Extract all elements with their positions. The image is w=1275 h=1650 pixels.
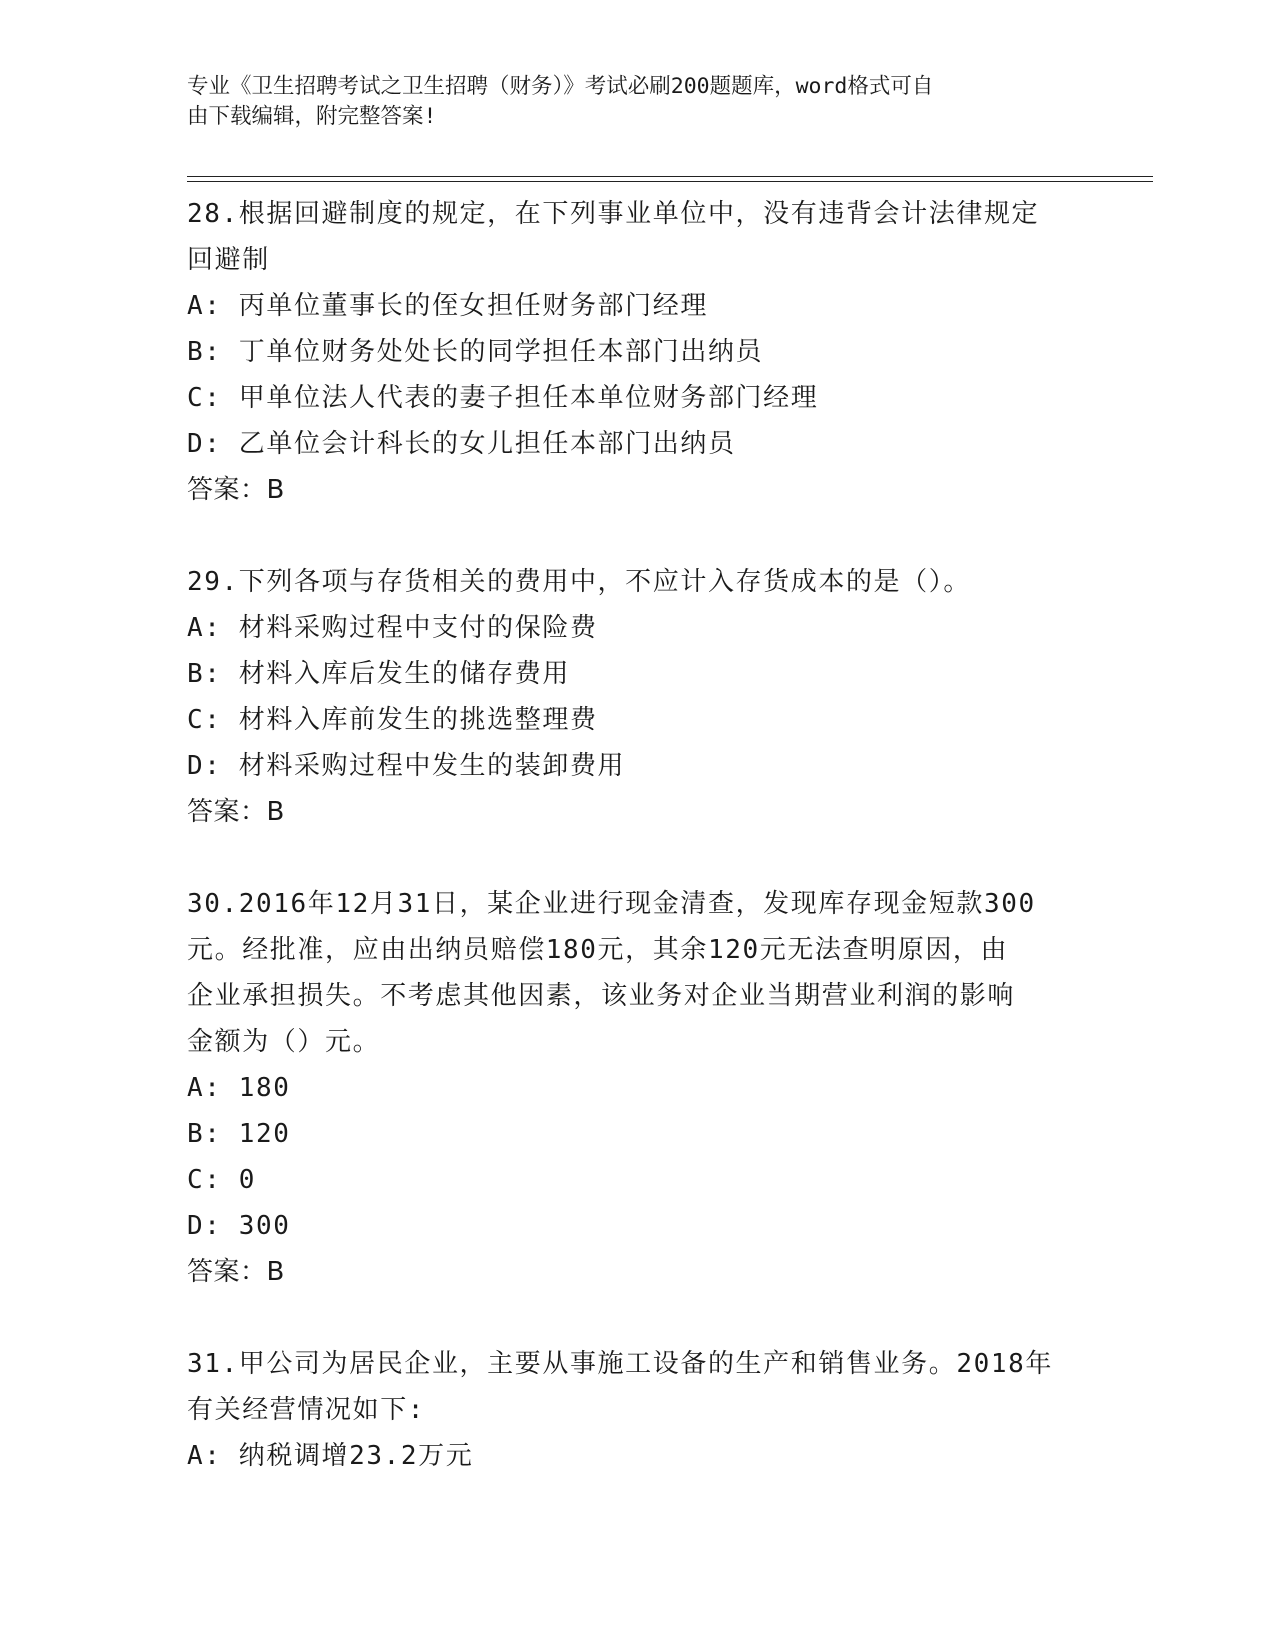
option-b: B: 丁单位财务处处长的同学担任本部门出纳员	[187, 337, 764, 367]
question-spacer	[187, 1295, 1087, 1341]
header-line: 由下载编辑，附完整答案!	[187, 104, 437, 129]
answer-label: 答案：B	[187, 1257, 285, 1287]
header-line: 专业《卫生招聘考试之卫生招聘（财务）》考试必刷200题题库，word格式可自	[187, 74, 934, 99]
question-list	[187, 191, 1087, 1479]
header-divider	[187, 176, 1153, 177]
option-a: A: 180	[187, 1073, 291, 1103]
question-spacer	[187, 513, 1087, 559]
option-d: D: 300	[187, 1211, 291, 1241]
option-b: B: 材料入库后发生的储存费用	[187, 659, 570, 689]
question-text-line: 28.根据回避制度的规定，在下列事业单位中，没有违背会计法律规定	[187, 199, 1040, 229]
answer-label: 答案：B	[187, 475, 285, 505]
question-28	[187, 191, 1087, 513]
option-d: D: 材料采购过程中发生的装卸费用	[187, 751, 626, 781]
header-divider	[187, 181, 1153, 182]
question-text-line: 元。经批准，应由出纳员赔偿180元，其余120元无法查明原因，由	[187, 935, 1009, 965]
option-a: A: 纳税调增23.2万元	[187, 1441, 474, 1471]
option-c: C: 甲单位法人代表的妻子担任本单位财务部门经理	[187, 383, 819, 413]
question-text-line: 29.下列各项与存货相关的费用中，不应计入存货成本的是（）。	[187, 567, 971, 597]
document-header	[187, 72, 1067, 132]
question-text-line: 30.2016年12月31日，某企业进行现金清查，发现库存现金短款300	[187, 889, 1036, 919]
option-a: A: 丙单位董事长的侄女担任财务部门经理	[187, 291, 708, 321]
option-c: C: 材料入库前发生的挑选整理费	[187, 705, 598, 735]
answer-label: 答案：B	[187, 797, 285, 827]
question-text-line: 企业承担损失。不考虑其他因素，该业务对企业当期营业利润的影响	[187, 981, 1016, 1011]
question-29	[187, 559, 1087, 835]
option-a: A: 材料采购过程中支付的保险费	[187, 613, 598, 643]
question-text-line: 回避制	[187, 245, 270, 275]
question-text-line: 金额为（）元。	[187, 1027, 381, 1057]
question-31	[187, 1341, 1087, 1479]
option-b: B: 120	[187, 1119, 291, 1149]
option-d: D: 乙单位会计科长的女儿担任本部门出纳员	[187, 429, 736, 459]
question-30	[187, 881, 1087, 1295]
question-spacer	[187, 835, 1087, 881]
option-c: C: 0	[187, 1165, 257, 1195]
question-text-line: 31.甲公司为居民企业，主要从事施工设备的生产和销售业务。2018年	[187, 1349, 1053, 1379]
question-text-line: 有关经营情况如下:	[187, 1395, 426, 1425]
